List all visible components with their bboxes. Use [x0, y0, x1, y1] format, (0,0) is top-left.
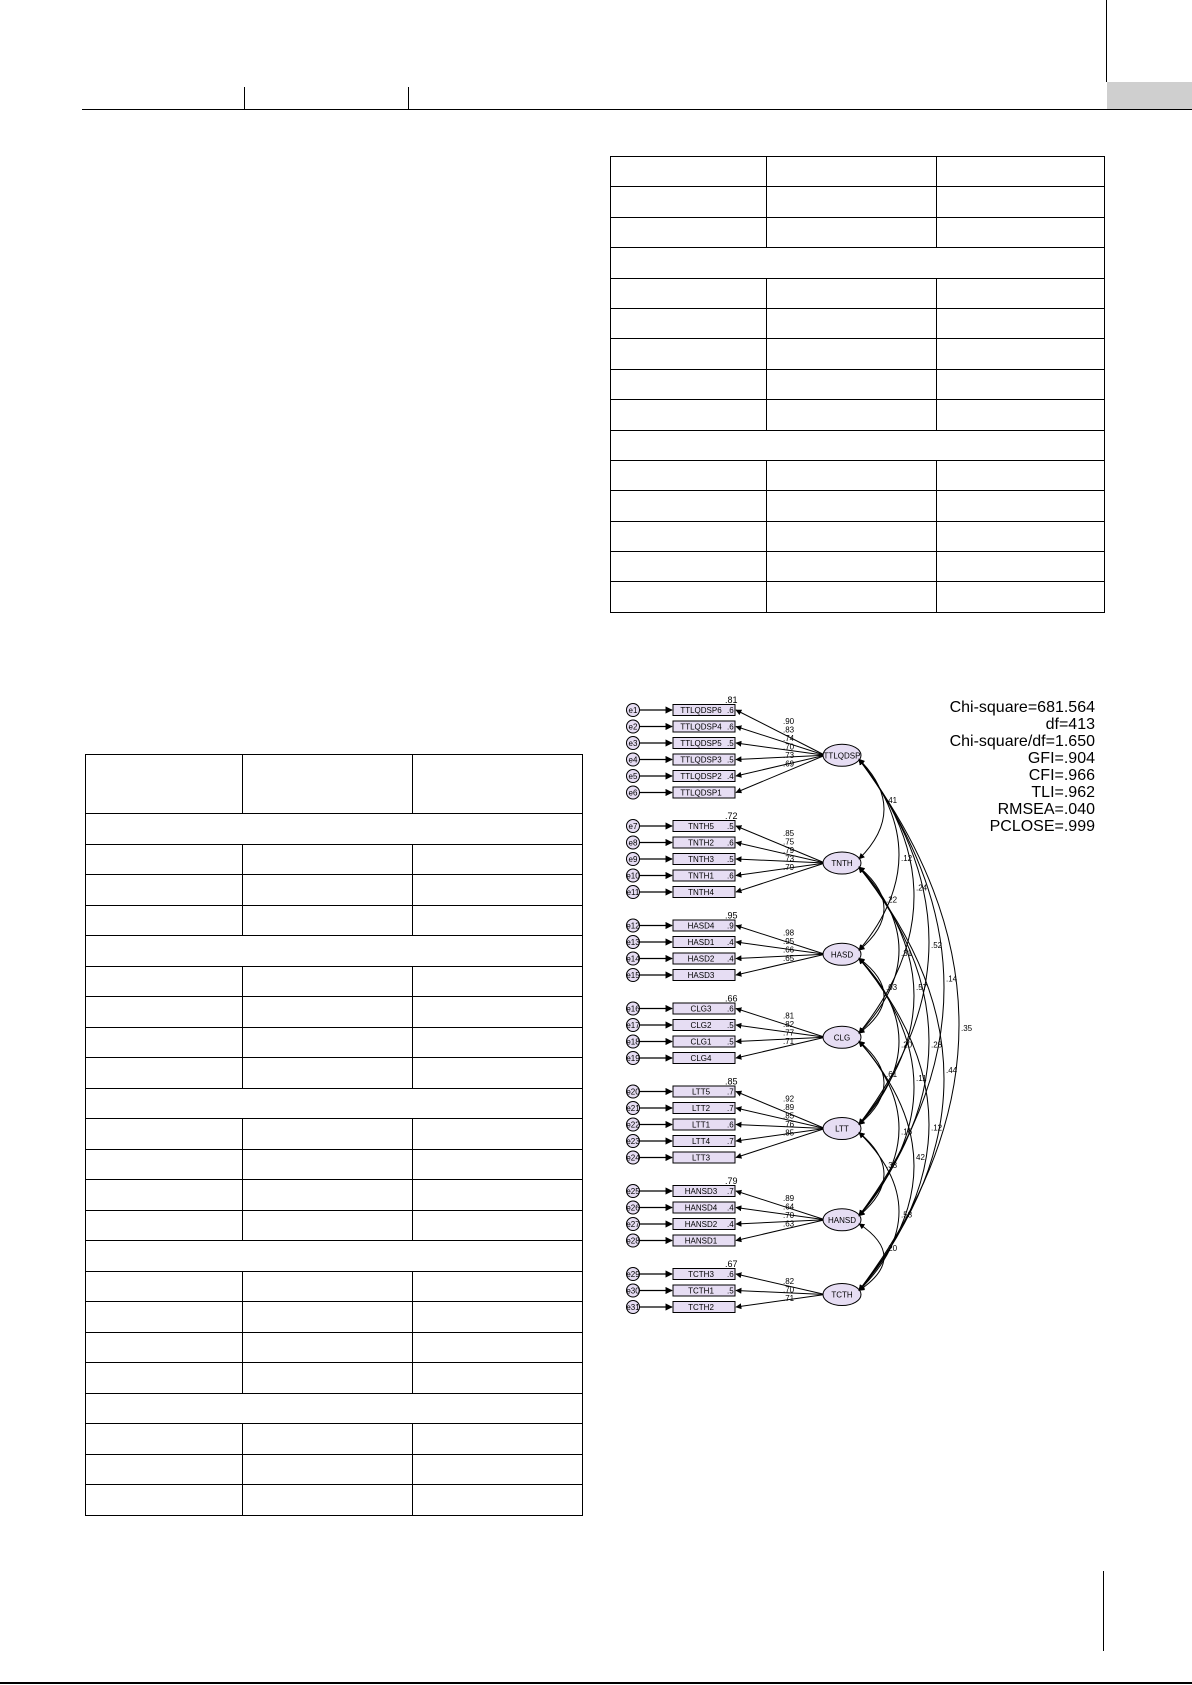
factor-r2-label: .95	[725, 910, 738, 921]
indicator-label: LTT2	[691, 1104, 711, 1113]
table-left	[85, 754, 583, 1516]
error-term-label: e23	[626, 1137, 640, 1146]
indicator-r2-label: .6	[727, 1120, 734, 1130]
table-row	[86, 1302, 583, 1333]
error-term-label: e26	[626, 1203, 640, 1213]
indicator-label: HASD3	[687, 971, 715, 980]
correlation-label: .22	[886, 895, 898, 905]
table-row	[86, 1332, 583, 1363]
table-group-row	[86, 814, 583, 845]
error-term-label: e3	[628, 739, 638, 748]
loading-arrow	[736, 743, 825, 755]
error-term-label: e18	[626, 1037, 640, 1047]
indicator-label: HANSD3	[684, 1187, 718, 1196]
loading-arrow	[736, 1009, 825, 1038]
table-row	[86, 1363, 583, 1394]
correlation-arc	[859, 867, 884, 950]
error-term-label: e29	[626, 1270, 640, 1279]
indicator-r2-label: .4	[727, 954, 734, 964]
error-term-label: e2	[628, 722, 638, 732]
loading-label: .98	[783, 928, 795, 938]
loading-label: .92	[783, 1094, 795, 1104]
error-term-label: e22	[626, 1120, 640, 1130]
loading-label: .85	[783, 829, 795, 838]
loading-arrow	[736, 1191, 825, 1220]
loading-label: .74	[783, 734, 795, 743]
loading-label: .70	[783, 742, 795, 752]
table-row	[86, 966, 583, 997]
table-row	[86, 1424, 583, 1455]
table-group-row	[86, 1241, 583, 1272]
table-row	[86, 875, 583, 906]
table-row	[611, 217, 1105, 247]
factor-r2-label: .85	[725, 1076, 738, 1087]
indicator-r2-label: .5	[727, 1286, 734, 1296]
header-divider	[408, 87, 409, 109]
table-row	[86, 844, 583, 875]
error-term-label: e16	[626, 1004, 640, 1014]
factor-r2-label: .79	[725, 1176, 738, 1186]
table-group-row	[86, 1088, 583, 1119]
indicator-label: TTLQDSP2	[680, 772, 722, 781]
loading-label: .73	[783, 854, 795, 864]
error-term-label: e30	[626, 1286, 640, 1296]
error-term-label: e19	[626, 1054, 640, 1063]
table-row	[86, 1485, 583, 1516]
indicator-label: TTLQDSP6	[680, 706, 722, 715]
loading-label: .89	[783, 1194, 795, 1203]
indicator-label: LTT4	[691, 1137, 711, 1146]
error-term-label: e1	[628, 706, 638, 715]
error-term-label: e15	[626, 971, 640, 980]
error-term-label: e5	[628, 772, 638, 781]
table-row	[86, 1180, 583, 1211]
fit-stat: PCLOSE=.999	[989, 818, 1095, 835]
indicator-label: TCTH2	[688, 1303, 714, 1312]
correlation-label: .03	[886, 982, 898, 992]
indicator-label: HANSD1	[684, 1236, 718, 1246]
table-row	[86, 1027, 583, 1058]
indicator-label: CLG2	[690, 1021, 712, 1030]
correlation-label: .41	[886, 796, 898, 806]
table-header-row	[86, 755, 583, 814]
latent-factor-label: TCTH	[831, 1290, 853, 1300]
indicator-r2-label: .7	[727, 1137, 734, 1146]
loading-label: .90	[783, 717, 795, 726]
table-row	[611, 400, 1105, 430]
correlation-label: 42	[916, 1152, 925, 1162]
loading-label: .65	[783, 954, 795, 963]
indicator-label: TNTH2	[688, 838, 714, 848]
loading-label: .69	[783, 759, 795, 769]
correlation-arc	[859, 759, 884, 859]
indicator-r2-label: .6	[727, 1004, 734, 1014]
table-group-row	[86, 936, 583, 967]
loading-arrow	[736, 710, 825, 755]
latent-factor-label: CLG	[833, 1033, 851, 1043]
correlation-label: .52	[931, 940, 943, 950]
error-term-label: e20	[626, 1087, 640, 1097]
correlation-label: .16	[901, 1127, 913, 1137]
latent-factor-label: TTLQDSP	[823, 751, 861, 761]
loading-label: .95	[783, 937, 795, 946]
loading-arrow	[736, 727, 825, 756]
error-term-label: e31	[626, 1303, 640, 1312]
correlation-arc	[859, 1224, 884, 1291]
fit-stat: TLI=.962	[1031, 784, 1095, 801]
indicator-label: TNTH3	[688, 855, 714, 864]
table-row	[86, 905, 583, 936]
indicator-label: CLG3	[690, 1004, 712, 1014]
indicator-label: HASD1	[687, 938, 715, 947]
indicator-label: HASD4	[687, 921, 715, 931]
loading-label: .71	[783, 1037, 795, 1046]
error-term-label: e21	[626, 1104, 640, 1113]
loading-label: .82	[783, 1277, 795, 1286]
loading-arrow	[736, 1129, 825, 1142]
loading-arrow	[736, 826, 825, 863]
indicator-label: TTLQDSP5	[680, 739, 722, 748]
loading-label: .70	[783, 1285, 795, 1295]
indicator-r2-label: .4	[727, 1203, 734, 1213]
indicator-label: LTT3	[691, 1153, 711, 1163]
table-row	[611, 278, 1105, 308]
table-row	[611, 369, 1105, 399]
loading-arrow	[736, 863, 825, 876]
fit-stat: RMSEA=.040	[997, 801, 1095, 818]
loading-label: .79	[783, 846, 795, 855]
correlation-arc	[859, 958, 884, 1033]
loading-arrow	[736, 1025, 825, 1037]
indicator-label: CLG4	[690, 1054, 712, 1063]
fit-statistics	[950, 699, 1096, 835]
factor-r2-label: .72	[725, 811, 738, 821]
correlation-label: .11	[916, 1074, 927, 1083]
correlation-label: .20	[886, 1244, 898, 1254]
indicator-r2-label: .4	[727, 938, 734, 947]
table-row	[86, 1454, 583, 1485]
latent-factor-label: TNTH	[831, 859, 853, 868]
table-group-row	[86, 1393, 583, 1424]
indicator-r2-label: .4	[727, 772, 734, 781]
indicator-r2-label: .6	[727, 706, 734, 715]
correlation-label: .61	[886, 1069, 898, 1079]
loading-label: .83	[783, 725, 795, 735]
error-term-label: e11	[626, 888, 640, 897]
table-row	[611, 157, 1105, 187]
fit-stat: Chi-square=681.564	[949, 699, 1095, 716]
indicator-r2-label: .5	[727, 739, 734, 748]
error-term-label: e6	[628, 788, 638, 798]
latent-factor-label: LTT	[835, 1124, 849, 1134]
indicator-r2-label: .6	[727, 722, 734, 732]
footer-rule	[0, 1682, 1192, 1684]
indicator-label: LTT1	[691, 1120, 711, 1130]
latent-factor-label: HASD	[830, 950, 854, 960]
loading-label: .85	[783, 1111, 795, 1121]
correlation-label: .35	[961, 1023, 973, 1033]
sem-path-diagram	[620, 690, 1100, 1340]
loading-arrow	[736, 755, 825, 792]
loading-label: .70	[783, 1211, 795, 1220]
table-row	[86, 1210, 583, 1241]
loading-label: .79	[783, 863, 795, 872]
indicator-label: LTT5	[691, 1087, 711, 1097]
table-group-row	[611, 430, 1105, 460]
correlation-arc	[859, 1133, 884, 1216]
correlation-arc	[859, 1041, 884, 1124]
correlation-label: .20	[901, 1040, 913, 1050]
indicator-r2-label: .9	[727, 921, 734, 931]
indicator-r2-label: .6	[727, 838, 734, 848]
correlation-label: .31	[901, 949, 913, 959]
loading-label: .82	[783, 1020, 795, 1029]
table-row	[611, 187, 1105, 217]
indicator-r2-label: .5	[727, 755, 734, 765]
error-term-label: e8	[628, 838, 638, 848]
loading-label: .77	[783, 1028, 795, 1038]
indicator-label: TTLQDSP1	[680, 788, 722, 798]
loading-label: .63	[783, 1219, 795, 1229]
table-row	[611, 491, 1105, 521]
indicator-label: HANSD2	[684, 1220, 718, 1229]
indicator-label: TNTH1	[688, 871, 714, 881]
indicator-r2-label: .5	[727, 822, 734, 831]
table-row	[611, 308, 1105, 338]
indicator-r2-label: .6	[727, 1270, 734, 1279]
table-row	[611, 460, 1105, 490]
factor-r2-label: .81	[725, 695, 738, 705]
loading-arrow	[736, 1208, 825, 1220]
correlation-label: .44	[946, 1065, 958, 1075]
correlation-label: .28	[931, 1040, 943, 1050]
table-row	[611, 552, 1105, 582]
indicator-r2-label: .5	[727, 1037, 734, 1047]
correlation-label: .24	[916, 883, 928, 893]
loading-label: .75	[783, 837, 795, 847]
indicator-r2-label: .7	[727, 1187, 734, 1196]
error-term-label: e28	[626, 1236, 640, 1246]
correlation-arc	[859, 1133, 899, 1291]
table-row	[86, 1058, 583, 1089]
fit-stat: CFI=.966	[1028, 767, 1095, 784]
latent-factor-label: HANSD	[827, 1215, 857, 1225]
error-term-label: e25	[626, 1187, 640, 1196]
indicator-label: CLG1	[690, 1037, 712, 1047]
fit-stat: Chi-square/df=1.650	[949, 733, 1095, 750]
loading-arrow	[736, 863, 825, 892]
indicator-r2-label: .5	[727, 1021, 734, 1030]
header-divider	[244, 87, 245, 109]
table-row	[611, 339, 1105, 369]
fit-stat: GFI=.904	[1027, 750, 1095, 767]
indicator-r2-label: .6	[727, 871, 734, 881]
loading-label: .85	[783, 1128, 795, 1138]
indicator-r2-label: .7	[727, 1087, 734, 1097]
error-term-label: e4	[628, 755, 638, 765]
indicator-label: TTLQDSP4	[680, 722, 722, 732]
header-rule	[82, 109, 1192, 110]
error-term-label: e9	[628, 855, 638, 864]
correlation-label: .12	[901, 853, 913, 863]
indicator-r2-label: .7	[727, 1104, 734, 1113]
correlation-label: .14	[946, 974, 958, 984]
error-term-label: e27	[626, 1220, 640, 1229]
error-term-label: e12	[626, 921, 640, 931]
indicator-label: HANSD4	[684, 1203, 718, 1213]
indicator-label: TNTH5	[688, 822, 714, 831]
table-row	[86, 1271, 583, 1302]
indicator-r2-label: .5	[727, 855, 734, 864]
loading-label: .64	[783, 1202, 795, 1212]
header-rule-vertical	[1106, 0, 1107, 82]
indicator-label: TTLQDSP3	[680, 755, 722, 765]
loading-label: .73	[783, 751, 795, 760]
indicator-r2-label: .4	[727, 1220, 734, 1229]
error-term-label: e24	[626, 1153, 640, 1163]
fit-stat: df=413	[1045, 716, 1095, 733]
indicator-label: HASD2	[687, 954, 715, 964]
table-row	[611, 582, 1105, 612]
correlation-label: .33	[886, 1161, 898, 1171]
table-group-row	[611, 248, 1105, 278]
correlation-label: .57	[916, 982, 928, 992]
loading-label: .71	[783, 1294, 795, 1303]
footer-rule-vertical	[1103, 1571, 1104, 1651]
error-term-label: e7	[628, 822, 638, 831]
loading-arrow	[736, 1129, 825, 1158]
indicator-label: TNTH4	[688, 888, 714, 897]
error-term-label: e10	[626, 871, 640, 881]
loading-arrow	[736, 1295, 825, 1308]
factor-r2-label: .67	[725, 1259, 738, 1269]
table-row	[86, 997, 583, 1028]
indicator-label: TCTH3	[688, 1270, 714, 1279]
error-term-label: e17	[626, 1021, 640, 1030]
loading-label: .89	[783, 1103, 795, 1112]
error-term-label: e13	[626, 938, 640, 947]
loading-label: .81	[783, 1011, 795, 1021]
loading-arrow	[736, 942, 825, 954]
loading-label: .76	[783, 1120, 795, 1129]
indicator-label: TCTH1	[688, 1286, 714, 1296]
error-term-label: e14	[626, 954, 640, 964]
loading-arrow	[736, 926, 825, 955]
header-tab-block	[1107, 82, 1192, 110]
table-row	[86, 1119, 583, 1150]
factor-r2-label: .66	[725, 993, 738, 1004]
correlation-label: .12	[931, 1123, 943, 1133]
correlation-label: .58	[901, 1210, 913, 1220]
table-right	[610, 156, 1105, 613]
loading-arrow	[736, 1092, 825, 1129]
table-row	[611, 521, 1105, 551]
loading-label: .66	[783, 945, 795, 955]
table-row	[86, 1149, 583, 1180]
